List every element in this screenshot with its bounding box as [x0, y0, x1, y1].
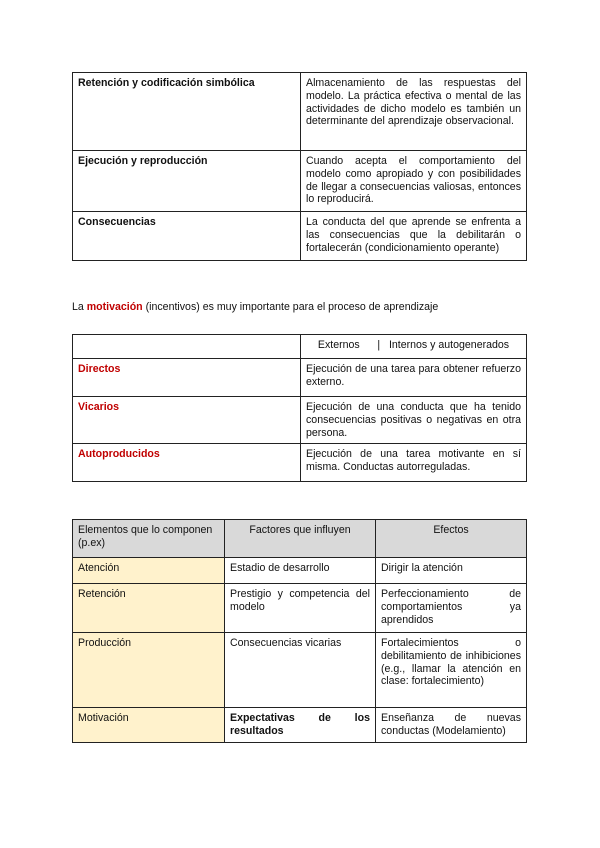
- cell: Producción: [73, 633, 225, 708]
- row-label: Directos: [73, 359, 301, 397]
- row-text: Ejecución de una tarea para obtener refuerzo externo.: [301, 359, 527, 397]
- text: La: [72, 300, 87, 313]
- table-row: [73, 708, 527, 743]
- cell: Perfeccionamiento de comportamientos ya aprendidos: [376, 584, 527, 633]
- table-row: [73, 359, 527, 397]
- table-header-row: [73, 520, 527, 558]
- cell: Dirigir la atención: [376, 558, 527, 584]
- row-label: Retención y codificación simbólica: [73, 73, 301, 151]
- table-row: [73, 444, 527, 482]
- text: (incentivos) es muy importante para el proceso de aprendizaje: [142, 300, 439, 313]
- row-text: Cuando acepta el comportamiento del modelo como apropiado y con posibilidades de llegar a consecuencias valiosas, entonces lo reproducirá.: [301, 151, 527, 212]
- highlight-motivacion: motivación: [86, 300, 143, 313]
- table-row: [73, 558, 527, 584]
- motivation-paragraph: [72, 301, 438, 314]
- table-row: [73, 584, 527, 633]
- table-row: [73, 397, 527, 444]
- empty-cell: [73, 335, 301, 359]
- row-text: Ejecución de una conducta que ha tenido consecuencias positivas o negativas en otra persona.: [301, 397, 527, 444]
- header-cell: Externos | Internos y autogenerados: [301, 335, 527, 359]
- header-cell: Efectos: [376, 520, 527, 558]
- cell: Fortalecimientos o debilitamiento de inhibiciones (e.g., llamar la atención en clase: fortalecimiento): [376, 633, 527, 708]
- header-cell: Factores que influyen: [225, 520, 376, 558]
- table-row: [73, 633, 527, 708]
- motivation-table: [72, 334, 527, 482]
- cell: Retención: [73, 584, 225, 633]
- cell: Estadio de desarrollo: [225, 558, 376, 584]
- header-cell: Elementos que lo componen (p.ex): [73, 520, 225, 558]
- observational-learning-table: [72, 72, 527, 261]
- row-label: Vicarios: [73, 397, 301, 444]
- row-label: Autoproducidos: [73, 444, 301, 482]
- table-header-row: [73, 335, 527, 359]
- table-row: [73, 73, 527, 151]
- row-text: La conducta del que aprende se enfrenta a las consecuencias que la debilitarán o fortalecerán (condicionamiento operante): [301, 212, 527, 261]
- row-text: Ejecución de una tarea motivante en sí misma. Conductas autorreguladas.: [301, 444, 527, 482]
- elements-table: [72, 519, 527, 743]
- row-label: Consecuencias: [73, 212, 301, 261]
- row-text: Almacenamiento de las respuestas del modelo. La práctica efectiva o mental de las actividades de dicho modelo es también un determinante del aprendizaje observacional.: [301, 73, 527, 151]
- cell: Consecuencias vicarias: [225, 633, 376, 708]
- table-row: [73, 151, 527, 212]
- cell: Prestigio y competencia del modelo: [225, 584, 376, 633]
- cell: Enseñanza de nuevas conductas (Modelamiento): [376, 708, 527, 743]
- table-row: [73, 212, 527, 261]
- cell: Motivación: [73, 708, 225, 743]
- cell: Atención: [73, 558, 225, 584]
- cell: Expectativas de los resultados: [225, 708, 376, 743]
- row-label: Ejecución y reproducción: [73, 151, 301, 212]
